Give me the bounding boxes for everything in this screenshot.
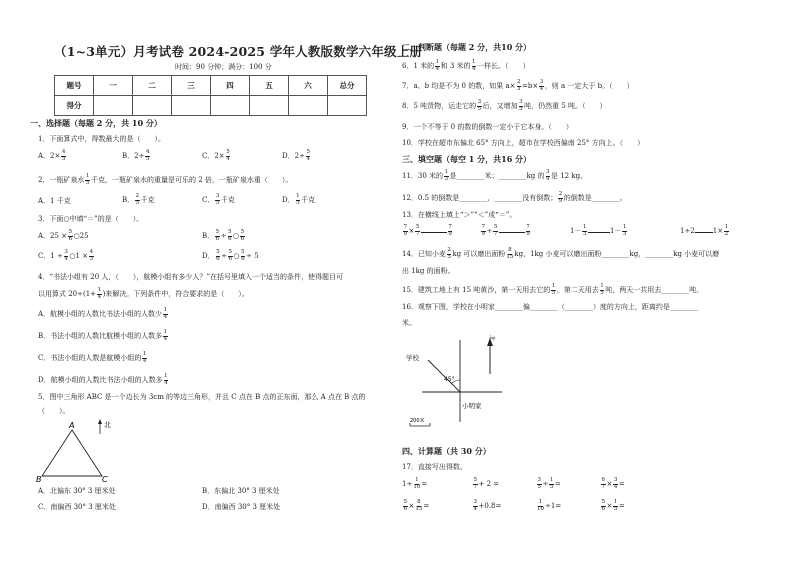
- q5-option-a[interactable]: A．北偏东 30° 3 厘米处: [38, 487, 116, 495]
- score-input-cell[interactable]: [94, 96, 133, 116]
- q4-option-c[interactable]: C．书法小组的人数是航模小组的 $\frac{1}{4}$: [38, 351, 147, 364]
- calc-item-8[interactable]: $\frac{5}{6}$ × $\frac{1}{5}$ =: [601, 499, 625, 512]
- calc-item-4[interactable]: $\frac{6}{7}$ × $\frac{3}{4}$ =: [601, 477, 625, 490]
- question-2: 2．一瓶矿泉水 $\frac{1}{5}$ 千克，一瓶矿泉水的重量是可乐的 2 倍，一瓶矿泉水重（ ）。: [38, 173, 293, 186]
- calc-item-1[interactable]: 1÷ $\frac{1}{10}$ =: [402, 477, 428, 490]
- triangle-abc: [42, 430, 102, 476]
- question-11: 11．30 米的 $\frac{1}{3}$ 是________米；________kg 的 $\frac{3}{4}$ 是 12 kg。: [402, 169, 588, 182]
- calc-item-2[interactable]: $\frac{5}{7}$ + 2 =: [473, 477, 500, 490]
- triangle-label-b: B: [36, 475, 42, 484]
- exam-subtitle: 时间：90 分钟；满分：100 分: [175, 63, 272, 71]
- q13-blank-1[interactable]: $\frac{7}{9}$ × $\frac{5}{7}$ $\frac{7}{9}$: [403, 224, 452, 237]
- score-cell: 二: [133, 76, 172, 96]
- q5-option-c[interactable]: C．南偏西 30° 3 厘米处: [38, 503, 116, 511]
- triangle-label-a: A: [69, 421, 75, 430]
- north-arrow-icon: [98, 419, 102, 424]
- section-calc-title: 四、计算题（共 30 分）: [402, 446, 491, 456]
- map-scale-label: 200米: [410, 418, 425, 424]
- q4-option-d[interactable]: D．航模小组的人数比书法小组的人数多 $\frac{1}{4}$: [38, 373, 168, 386]
- question-5-line1: 5．图中三角形 ABC 是一个边长为 3cm 的等边三角形，并且 C 点在 B 点的正东面，那么 A 点在 B 点的: [38, 393, 366, 401]
- q13-blank-4[interactable]: 1÷2 1× $\frac{1}{2}$: [680, 224, 729, 237]
- exam-title: （1~3单元）月考试卷 2024-2025 学年人教版数学六年级上册: [54, 44, 423, 59]
- score-table: [54, 75, 367, 116]
- q3-option-c[interactable]: C．1 ÷ $\frac{3}{4}$ ○1 × $\frac{4}{3}$: [38, 249, 94, 262]
- score-input-cell[interactable]: [133, 96, 172, 116]
- q5-option-b[interactable]: B．东偏北 30° 3 厘米处: [202, 487, 280, 495]
- section-judge-title: 二、判断题（每题 2 分，共10 分）: [402, 42, 532, 52]
- question-4-line1: 4．“书法小组有 20 人，（ ），航模小组有多少人？”在括号里填入一个适当的条件，使得题目可: [38, 273, 343, 281]
- score-cell: 三: [172, 76, 211, 96]
- direction-map: [400, 334, 520, 430]
- q13-blank-3[interactable]: 1－ $\frac{1}{3}$ 1－ $\frac{1}{3}$: [570, 224, 627, 237]
- score-input-cell[interactable]: [211, 96, 250, 116]
- q4-option-b[interactable]: B．书法小组的人数比航模小组的人数多 $\frac{1}{4}$: [38, 329, 168, 342]
- calc-item-3[interactable]: $\frac{3}{5}$ ÷ $\frac{1}{5}$ =: [537, 477, 561, 490]
- q2-option-c[interactable]: C． $\frac{3}{5}$ 千克: [202, 193, 235, 206]
- question-13: 13．在横线上填上“＞”“＜”或“＝”。: [402, 211, 517, 219]
- section-choice-title: 一、选择题（每题 2 分，共 10 分）: [30, 118, 162, 128]
- calc-item-5[interactable]: $\frac{5}{6}$ × $\frac{8}{15}$ =: [403, 499, 430, 512]
- score-input-cell[interactable]: [250, 96, 289, 116]
- question-9: 9．一个不等于 0 的数的倒数一定小于它本身。（ ）: [402, 123, 573, 131]
- q4-option-a[interactable]: A．航模小组的人数比书法小组的人数少 $\frac{1}{4}$: [38, 307, 168, 320]
- score-table-score-row: [55, 96, 367, 116]
- score-cell: 总分: [328, 76, 367, 96]
- q2-option-b[interactable]: B． $\frac{2}{5}$ 千克: [122, 193, 155, 206]
- calc-item-7[interactable]: $\frac{1}{10}$ ÷1=: [537, 499, 562, 512]
- question-17: 17．直接写出得数。: [402, 463, 467, 471]
- score-input-cell[interactable]: [328, 96, 367, 116]
- map-school-label: 学校: [406, 354, 419, 362]
- question-6: 6．1 米的 $\frac{1}{4}$ 和 3 米的 $\frac{1}{4}$ 一样长。（ ）: [402, 59, 530, 72]
- calc-item-6[interactable]: $\frac{3}{4}$ +0.8=: [473, 499, 502, 512]
- q1-option-a[interactable]: A．2× $\frac{4}{5}$: [38, 149, 66, 162]
- q1-option-d[interactable]: D．2÷ $\frac{5}{4}$: [282, 149, 310, 162]
- question-4-line2: 以用算式 20÷(1+ $\frac{1}{4}$ )来解决。下列条件中，符合要求的是（ ）。: [38, 287, 249, 300]
- question-7: 7．a、b 均是不为 0 的数，如果 a× $\frac{2}{3}$ =b× $\frac{3}{4}$ ，则 a 一定大于 b。（ ）: [402, 79, 634, 92]
- question-10: 10．学校在超市东偏北 65° 方向上，超市在学校西偏南 25° 方向上。（ ）: [402, 139, 645, 147]
- section-fill-title: 三、填空题（每空 1 分，共16 分）: [402, 154, 532, 164]
- score-input-cell[interactable]: [172, 96, 211, 116]
- q3-option-a[interactable]: A．25 × $\frac{5}{6}$ ○25: [38, 229, 89, 242]
- q13-blank-2[interactable]: $\frac{7}{9}$ ÷ $\frac{5}{7}$ $\frac{7}{9}$: [481, 224, 530, 237]
- map-angle-label: 45°: [444, 376, 455, 383]
- q1-option-c[interactable]: C．2× $\frac{5}{4}$: [202, 149, 230, 162]
- q3-option-b[interactable]: B． $\frac{5}{6}$ ÷ $\frac{5}{6}$ ○ $\frac{5}{6}$: [202, 229, 245, 242]
- score-cell: 得分: [55, 96, 94, 116]
- question-16-line2: 米。: [402, 319, 416, 327]
- score-cell: 四: [211, 76, 250, 96]
- question-14-line2: 出 1kg 的面粉。: [402, 267, 455, 275]
- q1-option-b[interactable]: B．2÷ $\frac{4}{5}$: [122, 149, 150, 162]
- score-table-header-row: [55, 76, 367, 96]
- q2-option-a[interactable]: A．1 千克: [38, 197, 71, 205]
- question-3: 3．下面○中填“＝”的是（ ）。: [38, 215, 144, 223]
- map-home-label: 小明家: [462, 402, 482, 410]
- question-16-line1: 16．观察下图，学校在小明家________偏________（________）度的方向上，距离约是________: [402, 303, 698, 311]
- question-5-line2: （ ）。: [38, 407, 70, 415]
- question-1: 1．下面算式中，得数最大的是（ ）。: [38, 135, 165, 143]
- q3-option-d[interactable]: D． $\frac{5}{6}$ ÷ $\frac{5}{6}$ ○ $\frac{5}{6}$ ÷ 5: [202, 249, 259, 262]
- map-north-label: 北: [488, 335, 495, 342]
- q5-option-d[interactable]: D．南偏西 30° 3 厘米处: [202, 503, 281, 511]
- score-cell: 五: [250, 76, 289, 96]
- question-14-line1: 14．已知小麦 $\frac{2}{5}$ kg 可以磨出面粉 $\frac{8}{15}$ kg，1kg 小麦可以磨出面粉________kg，________kg 小麦可以磨: [402, 247, 720, 260]
- triangle-label-c: C: [102, 475, 108, 484]
- north-label: 北: [104, 421, 111, 429]
- score-cell: 题号: [55, 76, 94, 96]
- score-input-cell[interactable]: [289, 96, 328, 116]
- question-8: 8．5 吨货物，运走它的 $\frac{3}{5}$ 后，又增加 $\frac{3}{5}$ 吨，仍然重 5 吨。（ ）: [402, 99, 607, 112]
- triangle-figure: [30, 418, 140, 486]
- question-12: 12．0.5 的倒数是________，________没有倒数； $\frac{2}{9}$ 的倒数是________。: [402, 191, 627, 204]
- question-15: 15．建筑工地上有 15 吨黄沙，第一天用去它的 $\frac{1}{5}$ ，第二天用去 $\frac{1}{5}$ 吨，两天一共用去________吨。: [402, 283, 704, 296]
- q2-option-d[interactable]: D． $\frac{1}{5}$ 千克: [282, 193, 316, 206]
- score-cell: 一: [94, 76, 133, 96]
- score-cell: 六: [289, 76, 328, 96]
